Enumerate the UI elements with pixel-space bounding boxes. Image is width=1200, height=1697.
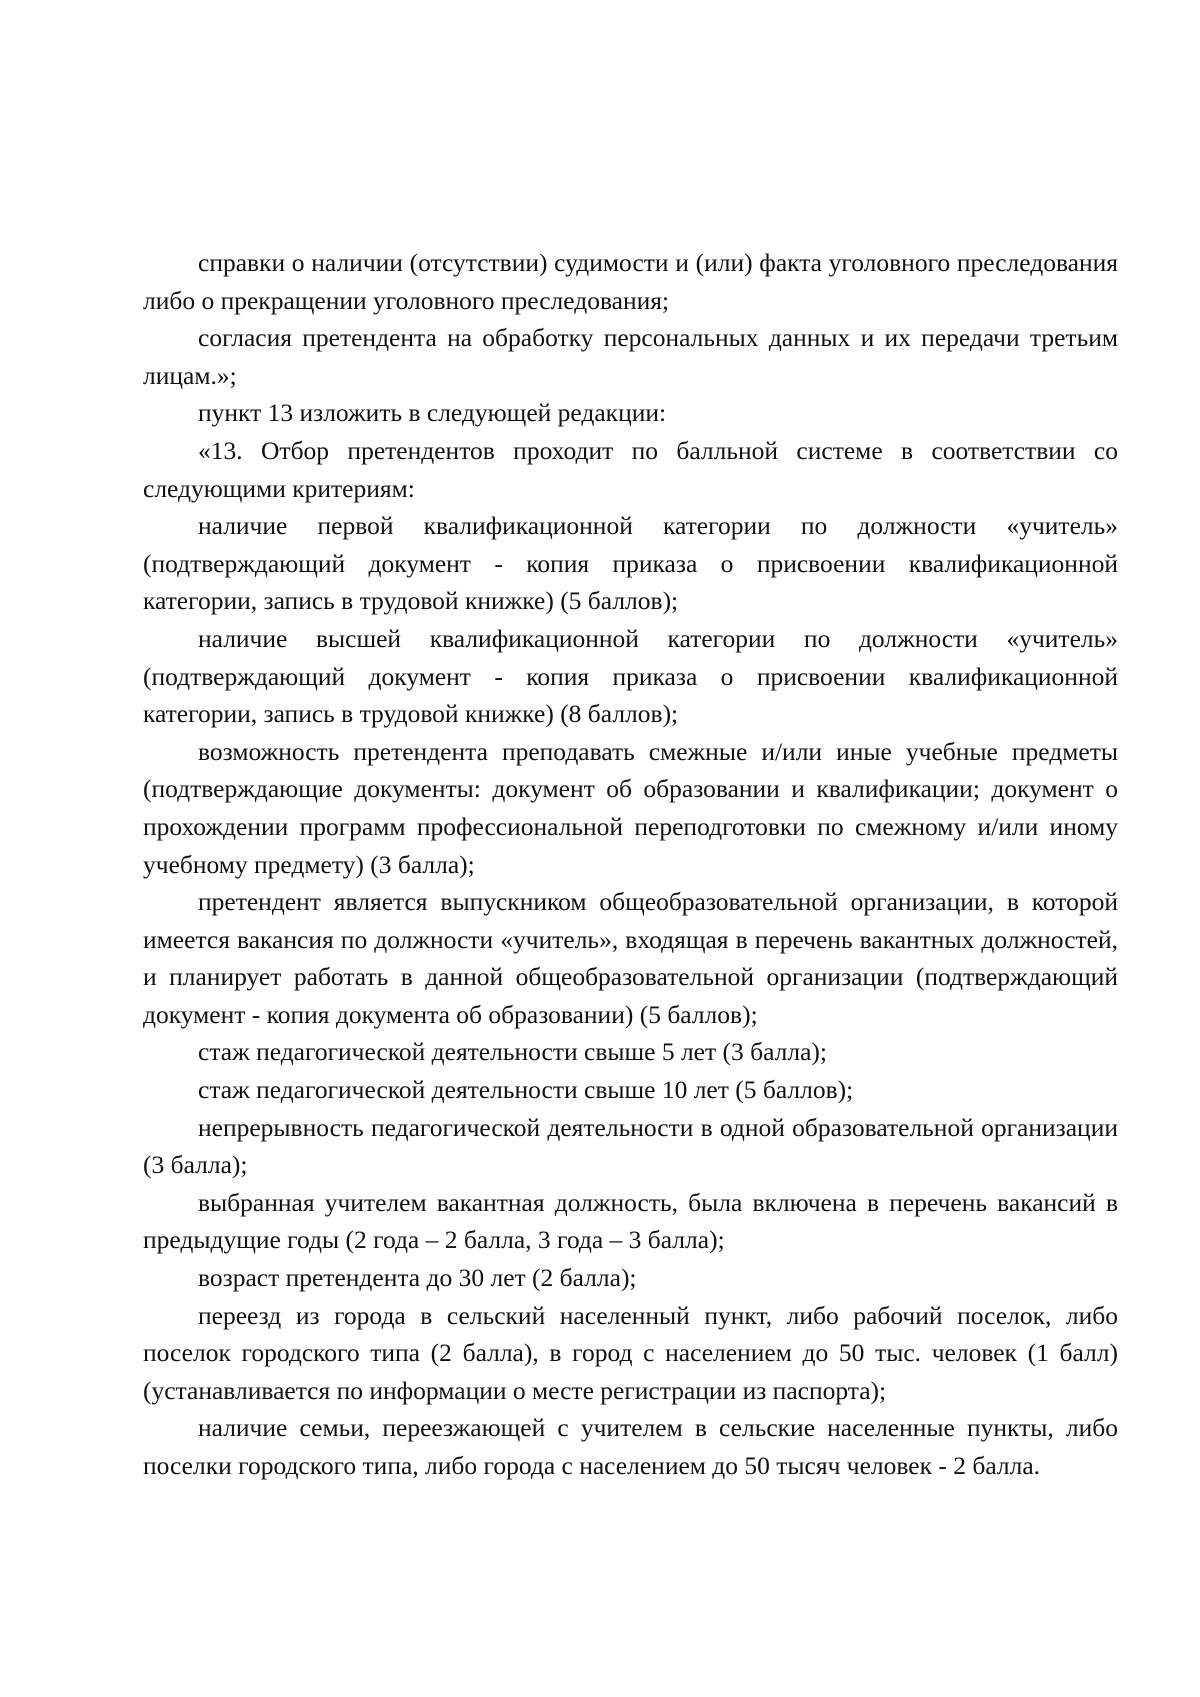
paragraph: наличие семьи, переезжающей с учителем в сельские населенные пункты, либо поселки городского типа, либо города с населением до 50 тысяч человек - 2 балла. <box>143 1413 1118 1480</box>
paragraph: переезд из города в сельский населенный пункт, либо рабочий поселок, либо поселок городского типа (2 балла), в город с населением до 50 тыс. человек (1 балл) (устанавливается по информации о месте регистрации из паспорта); <box>143 1300 1118 1405</box>
document-body <box>143 244 1118 1485</box>
paragraph: наличие первой квалификационной категории по должности «учитель» (подтверждающий документ - копия приказа о присвоении квалификационной категории, запись в трудовой книжке) (5 баллов); <box>143 511 1118 616</box>
paragraph: выбранная учителем вакантная должность, была включена в перечень вакансий в предыдущие годы (2 года – 2 балла, 3 года – 3 балла); <box>143 1187 1118 1255</box>
paragraph: справки о наличии (отсутствии) судимости и (или) факта уголовного преследования либо о прекращении уголовного преследования; <box>143 248 1118 315</box>
paragraph: пункт 13 изложить в следующей редакции: <box>198 398 667 428</box>
paragraph: непрерывность педагогической деятельности в одной образовательной организации (3 балла); <box>143 1112 1118 1180</box>
paragraph: возраст претендента до 30 лет (2 балла); <box>198 1263 637 1293</box>
paragraph: стаж педагогической деятельности свыше 10 лет (5 баллов); <box>198 1075 854 1105</box>
paragraph: «13. Отбор претендентов проходит по балльной системе в соответствии со следующими критериям: <box>143 435 1118 503</box>
paragraph: наличие высшей квалификационной категории по должности «учитель» (подтверждающий документ - копия приказа о присвоении квалификационной категории, запись в трудовой книжке) (8 баллов); <box>143 623 1118 729</box>
paragraph: стаж педагогической деятельности свыше 5 лет (3 балла); <box>198 1037 827 1067</box>
paragraph: согласия претендента на обработку персональных данных и их передачи третьим лицам.»; <box>143 323 1118 390</box>
paragraph: претендент является выпускником общеобразовательной организации, в которой имеется вакансия по должности «учитель», входящая в перечень вакантных должностей, и планирует работать в данной общеобразовательной организации (подтверждающий документ - копия документа об образовании) (5 баллов); <box>143 887 1118 1029</box>
paragraph: возможность претендента преподавать смежные и/или иные учебные предметы (подтверждающие документы: документ об образовании и квалификации; документ о прохождении программ профессиональной переподготовки по смежному и/или иному учебному предмету) (3 балла); <box>143 736 1118 879</box>
